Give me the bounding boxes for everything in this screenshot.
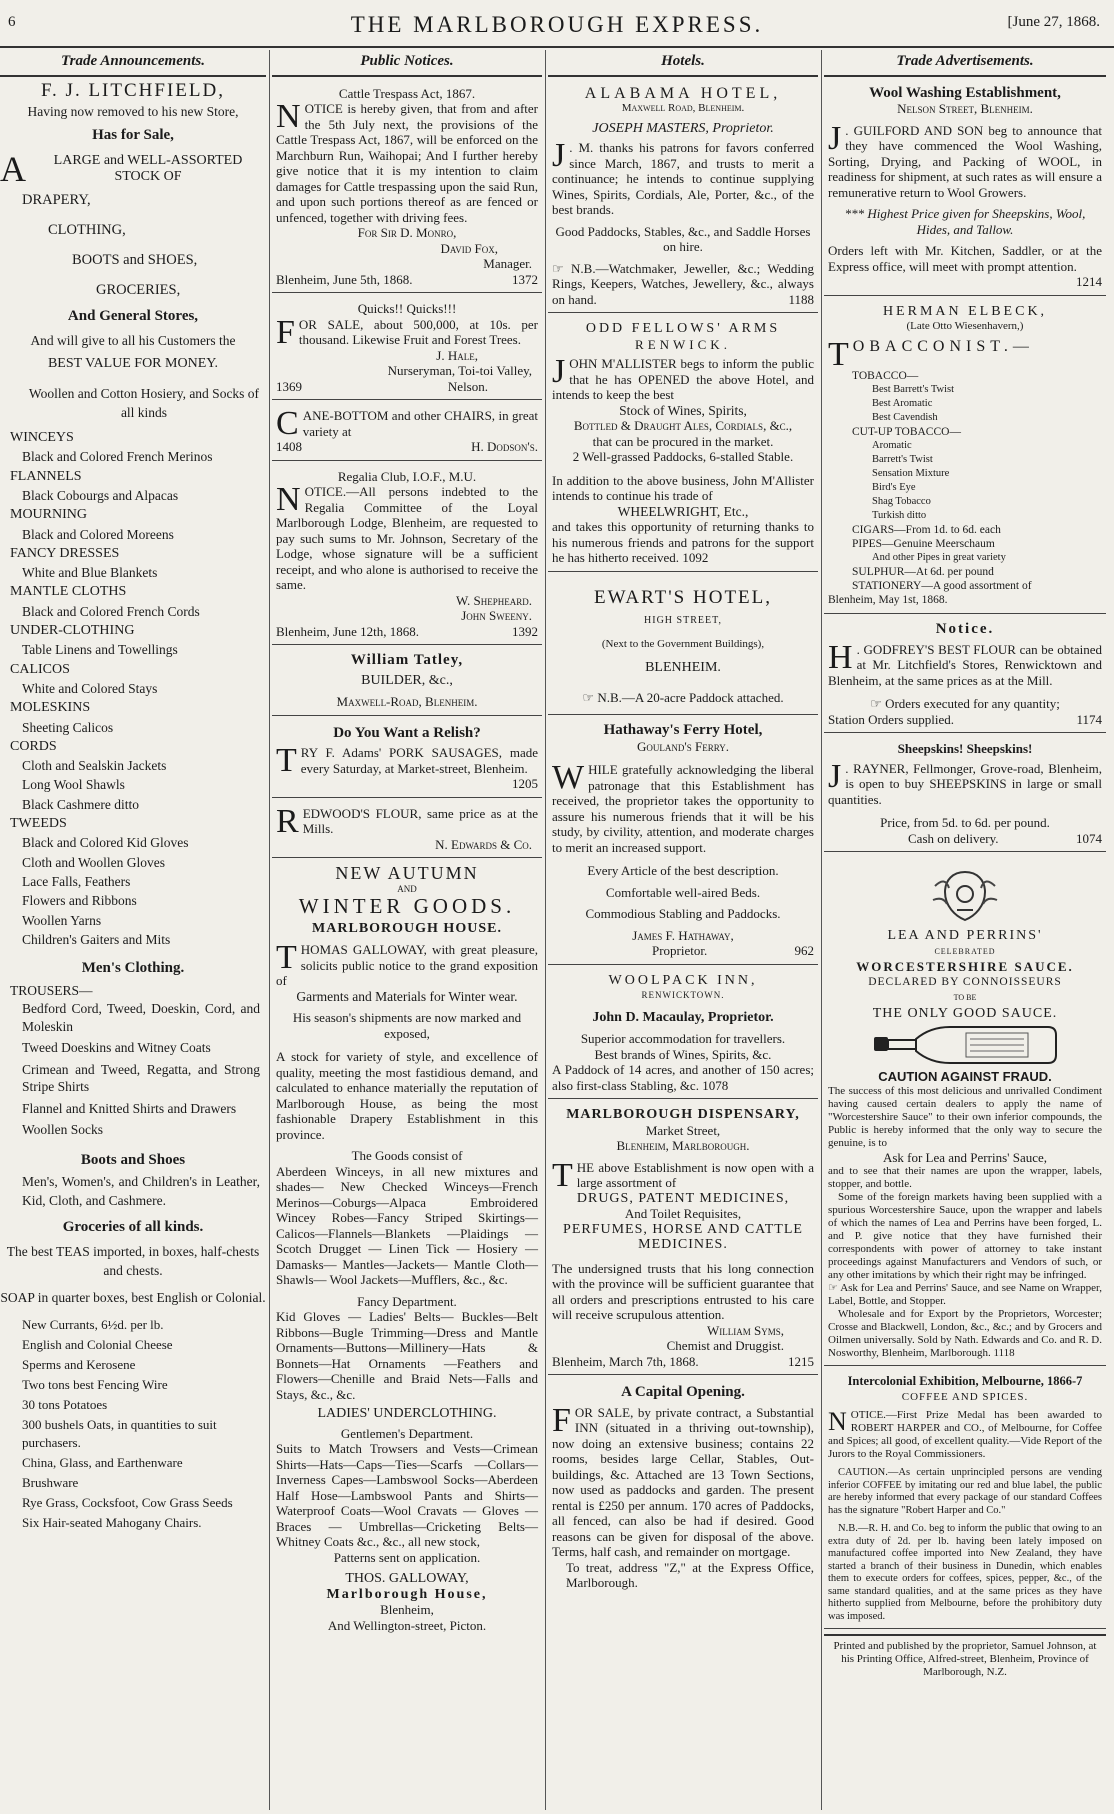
column-rule (545, 50, 546, 1810)
advert-para: N.B.—Watchmaker, Jeweller, &c.; Wedding Rings, Keepers, Watches, Jewellery, &c., always on hand. (552, 260, 815, 307)
list-heading: MOURNING (10, 507, 87, 523)
advert-para: In addition to the above business, John M'Allister intends to continue his trade of (552, 472, 814, 503)
advert-line: Orders executed for any quantity; (885, 696, 1060, 711)
printer-imprint (824, 1634, 1106, 1679)
drop-cap: F (276, 313, 295, 351)
advert-line: Stock of Wines, Spirits, (619, 402, 747, 418)
advert-line: And Toilet Requisites, (624, 1206, 742, 1221)
list-item: Cloth and Sealskin Jackets (22, 758, 167, 774)
list-item: Table Linens and Towellings (22, 642, 178, 658)
drop-cap: F (552, 1401, 571, 1439)
list-item: Best Cavendish (872, 411, 938, 423)
advert-line: TO BE (953, 993, 977, 1002)
redwood-flour-advert (272, 803, 542, 859)
advert-para: HE above Establishment is now open with a large assortment of (576, 1159, 814, 1190)
column-trade-announcements (0, 50, 266, 1810)
advert-line: AND (397, 883, 417, 894)
stock-item: GROCERIES, (96, 282, 181, 298)
advert-number: 1408 (276, 439, 302, 454)
list-item: China, Glass, and Earthenware (22, 1454, 183, 1470)
list-item: Flannel and Knitted Shirts and Drawers (22, 1100, 237, 1116)
advert-line: LARGE and WELL-ASSORTED (53, 153, 243, 168)
advert-line: DECLARED BY CONNOISSEURS (868, 975, 1062, 988)
capital-opening-advert (548, 1380, 818, 1596)
list-item: Sensation Mixture (872, 467, 950, 479)
advert-line: PERFUMES, HORSE AND CATTLE MEDICINES. (563, 1221, 803, 1252)
list-heading: PIPES—Genuine Meerschaum (852, 537, 995, 550)
marlborough-dispensary-advert (548, 1104, 818, 1375)
notice-title: Do You Want a Relish? (333, 724, 481, 741)
advert-subhead: LADIES' UNDERCLOTHING. (317, 1406, 497, 1421)
drop-cap: T (828, 335, 849, 373)
list-heading: CORDS (10, 738, 57, 754)
advert-line: Price, from 5d. to 6d. per pound. (880, 815, 1050, 830)
rayner-sheepskins-advert (824, 738, 1106, 852)
quicks-notice (272, 298, 542, 400)
godfrey-flour-notice (824, 619, 1106, 733)
alabama-hotel-advert (548, 83, 818, 314)
advert-para: CAUTION.—As certain unprincipled persons are vending inferior COFFEE by imitating our red and blue label, the public are hereby informed that every package of our standard Coffees has the signature "Robert Harper and Co." (828, 1467, 1102, 1516)
advert-title: MARLBOROUGH DISPENSARY, (566, 1107, 800, 1122)
advert-line: (Next to the Government Buildings), (601, 637, 765, 650)
advert-para: HILE gratefully acknowledging the liberal patronage that this Establishment has received, the proprietor takes the opportunity to assure his numerous friends that it will be his study, by civility, attention, and moderate charges to merit an increased support. (552, 762, 814, 855)
signature: Marlborough House, (326, 1586, 488, 1602)
list-item: Long Wool Shawls (22, 777, 125, 793)
ewarts-hotel-advert (548, 577, 818, 716)
issue-date: [June 27, 1868. (1007, 14, 1100, 30)
column-rule (269, 50, 270, 1810)
list-item: Woollen Socks (22, 1122, 104, 1138)
advert-title: A Capital Opening. (621, 1384, 745, 1400)
regalia-club-notice (272, 466, 542, 646)
list-item: Six Hair-seated Mahogany Chairs. (22, 1514, 202, 1530)
list-item: And other Pipes in great variety (872, 551, 1006, 563)
advert-line: (Late Otto Wiesenhavern,) (906, 320, 1024, 332)
list-heading: MANTLE CLOTHS (10, 584, 127, 600)
advert-number: 1372 (512, 271, 538, 287)
advert-number: 1092 (682, 550, 709, 565)
list-item: Tweed Doeskins and Witney Coats (22, 1040, 211, 1056)
list-item: Two tons best Fencing Wire (22, 1376, 168, 1392)
advert-line: HIGH STREET, (644, 615, 722, 626)
advert-subhead: CAUTION AGAINST FRAUD. (878, 1069, 1052, 1084)
advert-line: Gouland's Ferry. (637, 738, 729, 754)
list-item: Flowers and Ribbons (22, 893, 137, 909)
drop-cap: J (552, 137, 566, 174)
advert-para: N.B.—R. H. and Co. beg to inform the public that owing to an extra duty of 2d. per lb. having been lately imposed on manufactured coffee imported into New Zealand, they have started a branch of their business in Dunedin, which enables them to execute orders for coffees, spices, pepper, &c., of the same standard qualities, and at the same prices as they have hitherto supplied from Melbourne, before the prohibitory duty was imposed. (828, 1523, 1102, 1622)
proprietor: JOSEPH MASTERS, Proprietor. (592, 120, 774, 136)
drop-cap: J (828, 119, 842, 157)
advert-line: 2 Well-grassed Paddocks, 6-stalled Stable. (572, 449, 794, 464)
mens-list (0, 998, 266, 1141)
proprietor: John D. Macaulay, Proprietor. (592, 1009, 774, 1025)
grocery-list (0, 1315, 266, 1533)
page-number: 6 (8, 14, 16, 30)
galloway-autumn-advert (272, 863, 542, 1638)
stock-item: CLOTHING, (48, 222, 126, 238)
advert-line: Every Article of the best description. (587, 863, 779, 878)
advert-subhead: The Goods consist of (351, 1148, 463, 1163)
list-item: Sperms and Kerosene (22, 1356, 136, 1372)
advert-para: His season's shipments are now marked and exposed, (292, 1010, 522, 1041)
woolpack-inn-advert (548, 970, 818, 1100)
advert-line: Cash on delivery. (908, 830, 999, 846)
notice-body: EDWOOD'S FLOUR, same price as at the Mills. (302, 805, 538, 836)
advert-line: STOCK OF (114, 168, 182, 184)
advert-line: Superior accommodation for travellers. (580, 1031, 786, 1046)
list-heading: FANCY DRESSES (10, 545, 120, 561)
list-item: Black and Colored Moreens (22, 526, 174, 542)
advert-para: OTICE.—First Prize Medal has been awarded to ROBERT HARPER and CO., of Melbourne, for Coffee and Spices; all good, of excellent quality.—Vide Report of the Jurors to the Royal Commissioners. (828, 1409, 1102, 1460)
list-heading: FLANNELS (10, 468, 82, 484)
list-item: 300 bushels Oats, in quantities to suit purchasers. (22, 1416, 217, 1450)
advert-line: Maxwell-Road, Blenheim. (336, 694, 478, 709)
drop-cap: A (0, 149, 26, 189)
list-item: White and Blue Blankets (22, 565, 158, 581)
advert-line: Patterns sent on application. (333, 1549, 481, 1565)
list-item: Black Cashmere ditto (22, 796, 139, 812)
list-item: Best Barrett's Twist (872, 383, 955, 395)
notice-body: RY F. Adams' PORK SAUSAGES, made every Saturday, at Market-street, Blenheim. (300, 745, 538, 776)
signature: H. Dodson's. (471, 439, 538, 454)
advert-para: Suits to Match Trowsers and Vests—Crimean Shirts—Hats—Caps—Ties—Scarfs —Collars—Inverness Capes—Lambswool Socks—Aberdeen Half Hose—Lambswool Pants and Shirts—Waterproof Coats—Wool Cravats — Gloves — Braces — Umbrellas—Cricketing Belts—Whitney Coats &c., &c., all new stock, (276, 1441, 538, 1549)
herman-elbeck-advert (824, 301, 1106, 615)
advert-title: Hathaway's Ferry Hotel, (603, 722, 763, 738)
advert-para: The success of this most delicious and unrivalled Condiment having caused certain dealers to apply the name of "Worcestershire Sauce" to their own inferior compounds, the Public is hereby informed that the only way to secure the genuine, is to (828, 1084, 1102, 1149)
advert-line: CELEBRATED (934, 946, 996, 956)
advert-number: 1188 (788, 291, 814, 307)
stock-list (0, 185, 266, 305)
column-rule (821, 50, 822, 1810)
drop-cap: T (276, 742, 297, 779)
drop-cap: W (552, 759, 585, 796)
advert-line: Nelson Street, Blenheim. (897, 101, 1033, 116)
list-item: Aromatic (872, 439, 912, 451)
column-heading: Trade Announcements. (0, 50, 266, 77)
list-item: Woollen and Cotton Hosiery, and Socks of all kinds (28, 385, 260, 420)
signature: W. Shepheard. (455, 592, 532, 608)
drop-cap: J (828, 757, 842, 795)
advert-line: Comfortable well-aired Beds. (605, 884, 761, 900)
robert-harper-coffee-advert (824, 1371, 1106, 1629)
signature: For Sir D. Monro, (357, 225, 457, 240)
advert-title: LEA AND PERRINS' (887, 928, 1043, 943)
tatley-builder-advert (272, 650, 542, 716)
cattle-trespass-notice (272, 83, 542, 294)
wool-washing-advert (824, 83, 1106, 296)
advert-title: EWART'S HOTEL, (593, 586, 773, 608)
signature: James F. Hathaway, (632, 927, 734, 943)
advert-intro: Having now removed to his new Store, (27, 104, 239, 119)
list-item: Bedford Cord, Tweed, Doeskin, Cord, and Moleskin (22, 1001, 260, 1034)
list-item: Brushware (22, 1474, 79, 1490)
signature: John Sweeny. (461, 608, 532, 623)
advert-number: 1174 (1076, 711, 1102, 727)
list-heading: MOLESKINS (10, 700, 91, 716)
advert-para: and to see that their names are upon the wrapper, labels, stopper, and bottle. (828, 1165, 1102, 1190)
drop-cap: T (552, 1156, 573, 1194)
signature: William Syms, (707, 1322, 784, 1338)
tobacco-list (828, 369, 1102, 593)
advert-para: SOAP in quarter boxes, best English or Colonial. (0, 1289, 266, 1305)
advert-subhead: Fancy Department. (357, 1293, 457, 1309)
advert-para: Orders left with Mr. Kitchen, Saddler, or at the Express office, will meet with prompt attention. (828, 243, 1102, 274)
column-heading: Trade Advertisements. (824, 50, 1106, 77)
signature: Manager. (483, 256, 532, 271)
relish-advert (272, 721, 542, 798)
list-item: Black and Colored Kid Gloves (22, 835, 189, 851)
signature: J. Hale, (436, 347, 478, 363)
notice-place: Blenheim, March 7th, 1868. (552, 1353, 699, 1369)
signature: David Fox, (440, 240, 498, 256)
list-item: New Currants, 6½d. per lb. (22, 1316, 164, 1332)
list-heading: CALICOS (10, 661, 70, 677)
advert-para: . GODFREY'S BEST FLOUR can be obtained at Mr. Litchfield's Stores, Renwicktown and Blenheim, at the same prices as at the Mill. (828, 641, 1102, 688)
list-heading: STATIONERY—A good assortment of (852, 579, 1032, 592)
advert-subhead: MARLBOROUGH HOUSE. (312, 920, 502, 936)
advert-line: Commodious Stabling and Paddocks. (585, 906, 781, 921)
notice-title: Regalia Club, I.O.F., M.U. (337, 468, 477, 484)
list-item: Sheeting Calicos (22, 719, 114, 735)
list-item: 30 tons Potatoes (22, 1396, 108, 1412)
advert-line: DRUGS, PATENT MEDICINES, (576, 1190, 790, 1206)
coat-of-arms-icon (925, 866, 1005, 924)
notice-title: Cattle Trespass Act, 1867. (338, 85, 476, 101)
list-heading: UNDER-CLOTHING (10, 623, 135, 639)
advert-line: WHEELWRIGHT, Etc., (617, 503, 749, 519)
list-heading: TWEEDS (10, 816, 67, 832)
drop-cap: H (828, 638, 853, 676)
advert-para: . GUILFORD AND SON beg to announce that they have commenced the Wool Washing, Sorting, Drying, and Packing of WOOL, in readiness for shipment, at such rates as will ensure a remunerative return to Wool Growers. (828, 122, 1102, 200)
advert-number: 1078 (702, 1077, 729, 1093)
advert-title: WINTER GOODS. (298, 894, 516, 918)
advert-para: To treat, address "Z," at the Express Office, Marlborough. (566, 1559, 814, 1590)
signature: Proprietor. (652, 943, 708, 958)
stock-item: BOOTS and SHOES, (72, 252, 198, 268)
notice-title: Quicks!! Quicks!!! (357, 301, 457, 316)
list-heading: CUT-UP TOBACCO— (852, 425, 961, 438)
advert-line: BLENHEIM. (645, 660, 721, 675)
advert-number: 1205 (512, 776, 538, 791)
advert-line: RENWICK. (635, 336, 731, 352)
list-item: Black and Colored French Merinos (22, 449, 213, 465)
advert-para: . RAYNER, Fellmonger, Grove-road, Blenheim, is open to buy SHEEPSKINS in large or small quantities. (828, 760, 1102, 807)
pointing-hand-icon: ☞ (828, 1282, 841, 1294)
advert-line: Best brands of Wines, Spirits, &c. (594, 1046, 772, 1062)
list-item: Lace Falls, Feathers (22, 873, 131, 889)
list-item: Turkish ditto (872, 509, 927, 521)
advert-line: Station Orders supplied. (828, 711, 955, 727)
notice-body: ANE-BOTTOM and other CHAIRS, in great variety at (302, 408, 538, 439)
advert-para: The undersigned trusts that his long connection with the province will be sufficient guarantee that all orders and prescriptions entrusted to his care will receive scrupulous attention. (552, 1260, 814, 1322)
pointing-hand-icon: ☞ (870, 696, 886, 711)
advert-line: BUILDER, &c., (361, 672, 453, 688)
advert-line: RENWICKTOWN. (641, 990, 725, 1000)
advert-number: 1392 (512, 623, 538, 639)
advert-title: HERMAN ELBECK, (882, 303, 1048, 319)
imprint-text: Printed and published by the proprietor, Samuel Johnson, at his Printing Office, Alfred-street, Blenheim, Province of Marlborough, N.Z. (833, 1640, 1097, 1678)
advert-line: BEST VALUE FOR MONEY. (47, 356, 219, 371)
drop-cap: N (276, 98, 301, 135)
advert-title: Notice. (935, 621, 995, 637)
advert-para: A Paddock of 14 acres, and another of 150 acres; also first-class Stabling, &c. (552, 1062, 814, 1093)
advert-title: Sheepskins! Sheepskins! (897, 741, 1033, 756)
masthead (0, 0, 1114, 48)
list-item: Black and Colored French Cords (22, 603, 200, 619)
advert-line: And will give to all his Customers the (30, 332, 236, 348)
notice-place: Blenheim, May 1st, 1868. (828, 593, 948, 606)
list-item: Cloth and Woollen Gloves (22, 854, 166, 870)
advert-line: THE ONLY GOOD SAUCE. (872, 1005, 1058, 1021)
advert-line: Maxwell Road, Blenheim. (621, 102, 745, 114)
list-item: White and Colored Stays (22, 680, 158, 696)
advert-title: Wool Washing Establishment, (869, 84, 1061, 101)
advert-para: Men's, Women's, and Children's in Leather, Kid, Cloth, and Cashmere. (22, 1174, 260, 1209)
drop-cap: C (276, 405, 299, 442)
advert-line: Bottled & Draught Ales, Cordials, &c., (573, 418, 793, 433)
column-heading: Hotels. (548, 50, 818, 77)
notice-body: OTICE.—All persons indebted to the Regalia Committee of the Loyal Marlborough Lodge, Blenheim, are requested to pay such sums to Mr. Johnson, Secretary of the Lodge, whose signature will be a sufficient receipt, and who alone is authorised to receive the same. (276, 484, 538, 592)
advert-line: N.B.—A 20-acre Paddock attached. (597, 689, 784, 705)
column-trade-advertisements (824, 50, 1106, 1810)
advert-para: OHN M'ALLISTER begs to inform the public that he has OPENED the above Hotel, and intends to keep the best (552, 356, 814, 402)
advert-para: Wholesale and for Export by the Proprietors, Worcester; Crosse and Blackwell, London, &c., &c.; and by Grocers and Oilmen universally. Sold by Nath. Edwards and Co. and R. D. Nosworthy, Blenheim, Marlborough. (828, 1308, 1102, 1359)
drop-cap: J (552, 353, 566, 390)
notice-place: Blenheim, June 12th, 1868. (276, 623, 419, 639)
signature: And Wellington-street, Picton. (327, 1617, 487, 1633)
list-item: Black Cobourgs and Alpacas (22, 487, 179, 503)
advert-title: WORCESTERSHIRE SAUCE. (856, 959, 1074, 974)
signature: Chemist and Druggist. (666, 1338, 784, 1353)
litchfield-advert (0, 79, 266, 1533)
advert-para: HOMAS GALLOWAY, with great pleasure, solicits public notice to the grand exposition of (276, 942, 538, 988)
advert-para: . M. thanks his patrons for favors conferred since March, 1867, and trusts to merit a continuance; he intends to continue supplying Wines, Spirits, Cordials, Ale, Porter, &c., of the best brands. (552, 140, 814, 217)
advert-line: TROUSERS— (10, 982, 93, 998)
drop-cap: N (276, 481, 301, 518)
advert-para: OR SALE, by private contract, a Substantial INN (situated in a thriving out-township), now doing an extensive business; contains 22 rooms, besides large Cellar, Stables, Out-buildings, &c. Attached are 13 Town Sections, now used as paddocks and garden. The present rental is £250 per annum. 170 acres of Paddocks, all fenced, can also be had if desired. Good reasons can be given for disposal of the above. Terms, half cash, and remainder on mortgage. (552, 1404, 814, 1559)
notice-body: OTICE is hereby given, that from and after the 5th July next, the provisions of the Cattle Trespass Act, 1867, will be enforced on the Marchburn Run, Waihopai; And I further hereby give notice that it is my intention to claim damages for Cattle trespassing upon the said Run, and upon such portions thereof as are fenced or unfenced, together with driving fees. (276, 101, 538, 225)
advert-para: The best TEAS imported, in boxes, half-chests and chests. (6, 1243, 260, 1278)
advert-para: *** Highest Price given for Sheepskins, Wool, Hides, and Tallow. (844, 206, 1086, 237)
list-heading: CIGARS—From 1d. to 6d. each (852, 523, 1001, 536)
advert-number: 1118 (993, 1347, 1015, 1359)
advert-number: 1214 (1076, 274, 1102, 289)
cane-chairs-notice (272, 405, 542, 461)
list-item: Barrett's Twist (872, 453, 933, 465)
advert-para: Kid Gloves — Ladies' Belts— Buckles—Belt Ribbons—Bugle Trimming—Dress and Mantle Ornaments—Buttons—Millinery—Hats & Bonnets—Hat Ornaments —Feathers and Flowers—Chenille and Braid Nets—Falls and Stays, &c., &c. (276, 1309, 538, 1402)
signature: Nelson. (447, 378, 488, 394)
list-heading: SULPHUR—At 6d. per pound (852, 565, 994, 578)
notice-body: OR SALE, about 500,000, at 10s. per thousand. Likewise Fruit and Forest Trees. (298, 316, 538, 347)
advert-subhead: COFFEE AND SPICES. (901, 1390, 1029, 1403)
odd-fellows-arms-advert (548, 318, 818, 572)
advert-title: WOOLPACK INN, (608, 972, 758, 988)
lea-perrins-advert (824, 857, 1106, 1366)
advert-subhead: Has for Sale, (92, 126, 174, 143)
advert-para: Aberdeen Winceys, in all new mixtures and shades— New Checked Winceys—French Merinos—Coburgs—Alpaca Embroidered Wincey Robes—Fancy Striped Skirtings—Calicos—Flannels—Blankets —Plaidings — Scotch Drugget — Linen Tick — Hosiery — Damasks— Mantles—Jackets— Mantle Cloth— Shawls— Wool Jackets—Mufflers, &c., &c. (276, 1163, 538, 1287)
advertiser-name: F. J. LITCHFIELD, (41, 79, 225, 101)
advert-subhead: Gentlemen's Department. (340, 1425, 474, 1441)
stock-item: DRAPERY, (22, 192, 91, 208)
advert-title: NEW AUTUMN (335, 863, 479, 883)
advert-subhead: And General Stores, (67, 308, 199, 324)
signature: N. Edwards & Co. (435, 836, 532, 852)
list-heading: WINCEYS (10, 430, 74, 446)
signature: Blenheim, (380, 1602, 434, 1617)
advert-number: 1215 (788, 1353, 814, 1369)
advert-line: that can be procured in the market. (592, 433, 774, 449)
signature: Nurseryman, Toi-toi Valley, (387, 363, 532, 378)
list-item: Best Aromatic (872, 397, 933, 409)
list-item: Bird's Eye (872, 481, 916, 493)
advert-number: 1369 (276, 378, 302, 394)
list-heading: TOBACCO— (852, 369, 919, 382)
advert-subhead: Groceries of all kinds. (62, 1219, 204, 1236)
advert-line: Garments and Materials for Winter wear. (296, 988, 518, 1004)
advert-title: ALABAMA HOTEL, (584, 84, 782, 102)
sauce-bottle-icon (870, 1023, 1060, 1067)
pointing-hand-icon: ☞ (582, 689, 598, 705)
drop-cap: T (276, 939, 297, 976)
advert-para: Some of the foreign markets having been supplied with a spurious Worcestershire Sauce, upon the wrapper and labels of which the names of Lea and Perrins have been forged, L. and P. give notice that they have furnished their correspondents with power of attorney to take instant proceedings against Manufacturers and Vendors of such, or any other imitations by which their right may be infringed. (828, 1191, 1102, 1281)
advert-line: Blenheim, Marlborough. (616, 1138, 750, 1153)
advert-line: Ask for Lea and Perrins' Sauce, (882, 1149, 1048, 1165)
advert-subhead: Boots and Shoes (80, 1151, 186, 1168)
advert-para: and takes this opportunity of returning thanks to his numerous friends and patrons for the support he has hitherto received. (552, 519, 814, 565)
column-heading: Public Notices. (272, 50, 542, 77)
advert-para: Good Paddocks, Stables, &c., and Saddle Horses on hire. (555, 223, 811, 254)
large-stock-line (0, 149, 266, 189)
column-public-notices (272, 50, 542, 1810)
advertiser-name: William Tatley, (350, 652, 464, 668)
advert-title: ODD FELLOWS' ARMS (585, 321, 781, 336)
advert-title: Intercolonial Exhibition, Melbourne, 1866-7 (847, 1374, 1083, 1388)
drapery-list (0, 384, 266, 950)
advert-line: Market Street, (645, 1122, 721, 1138)
advert-subhead: Men's Clothing. (81, 960, 185, 977)
drop-cap: R (276, 802, 299, 840)
newspaper-title: THE MARLBOROUGH EXPRESS. (350, 12, 764, 37)
signature: THOS. GALLOWAY, (345, 1571, 469, 1586)
advert-number: 962 (794, 943, 814, 958)
column-hotels (548, 50, 818, 1810)
list-item: Shag Tobacco (872, 495, 931, 507)
advert-para: Ask for Lea and Perrins' Sauce, and see Name on Wrapper, Label, Bottle, and Stopper. (828, 1282, 1102, 1307)
advert-number: 1074 (1076, 830, 1102, 846)
hathaway-ferry-hotel-advert (548, 720, 818, 965)
advert-para: A stock for variety of style, and excellence of quality, meeting the most fastidious demand, and calculated to enhance materially the reputation of Marlborough House, as being the most fashionable Drapery Establishment in this province. (276, 1049, 538, 1142)
list-item: Children's Gaiters and Mits (22, 931, 171, 947)
pointing-hand-icon: ☞ (552, 260, 572, 276)
list-item: Rye Grass, Cocksfoot, Cow Grass Seeds (22, 1494, 233, 1510)
list-item: English and Colonial Cheese (22, 1336, 173, 1352)
list-item: Crimean and Tweed, Regatta, and Strong Stripe Shirts (22, 1061, 260, 1095)
list-item: Woollen Yarns (22, 912, 102, 928)
drop-cap: N (828, 1407, 847, 1436)
notice-place: Blenheim, June 5th, 1868. (276, 271, 413, 287)
advert-line: OBACCONIST.— (852, 337, 1034, 355)
